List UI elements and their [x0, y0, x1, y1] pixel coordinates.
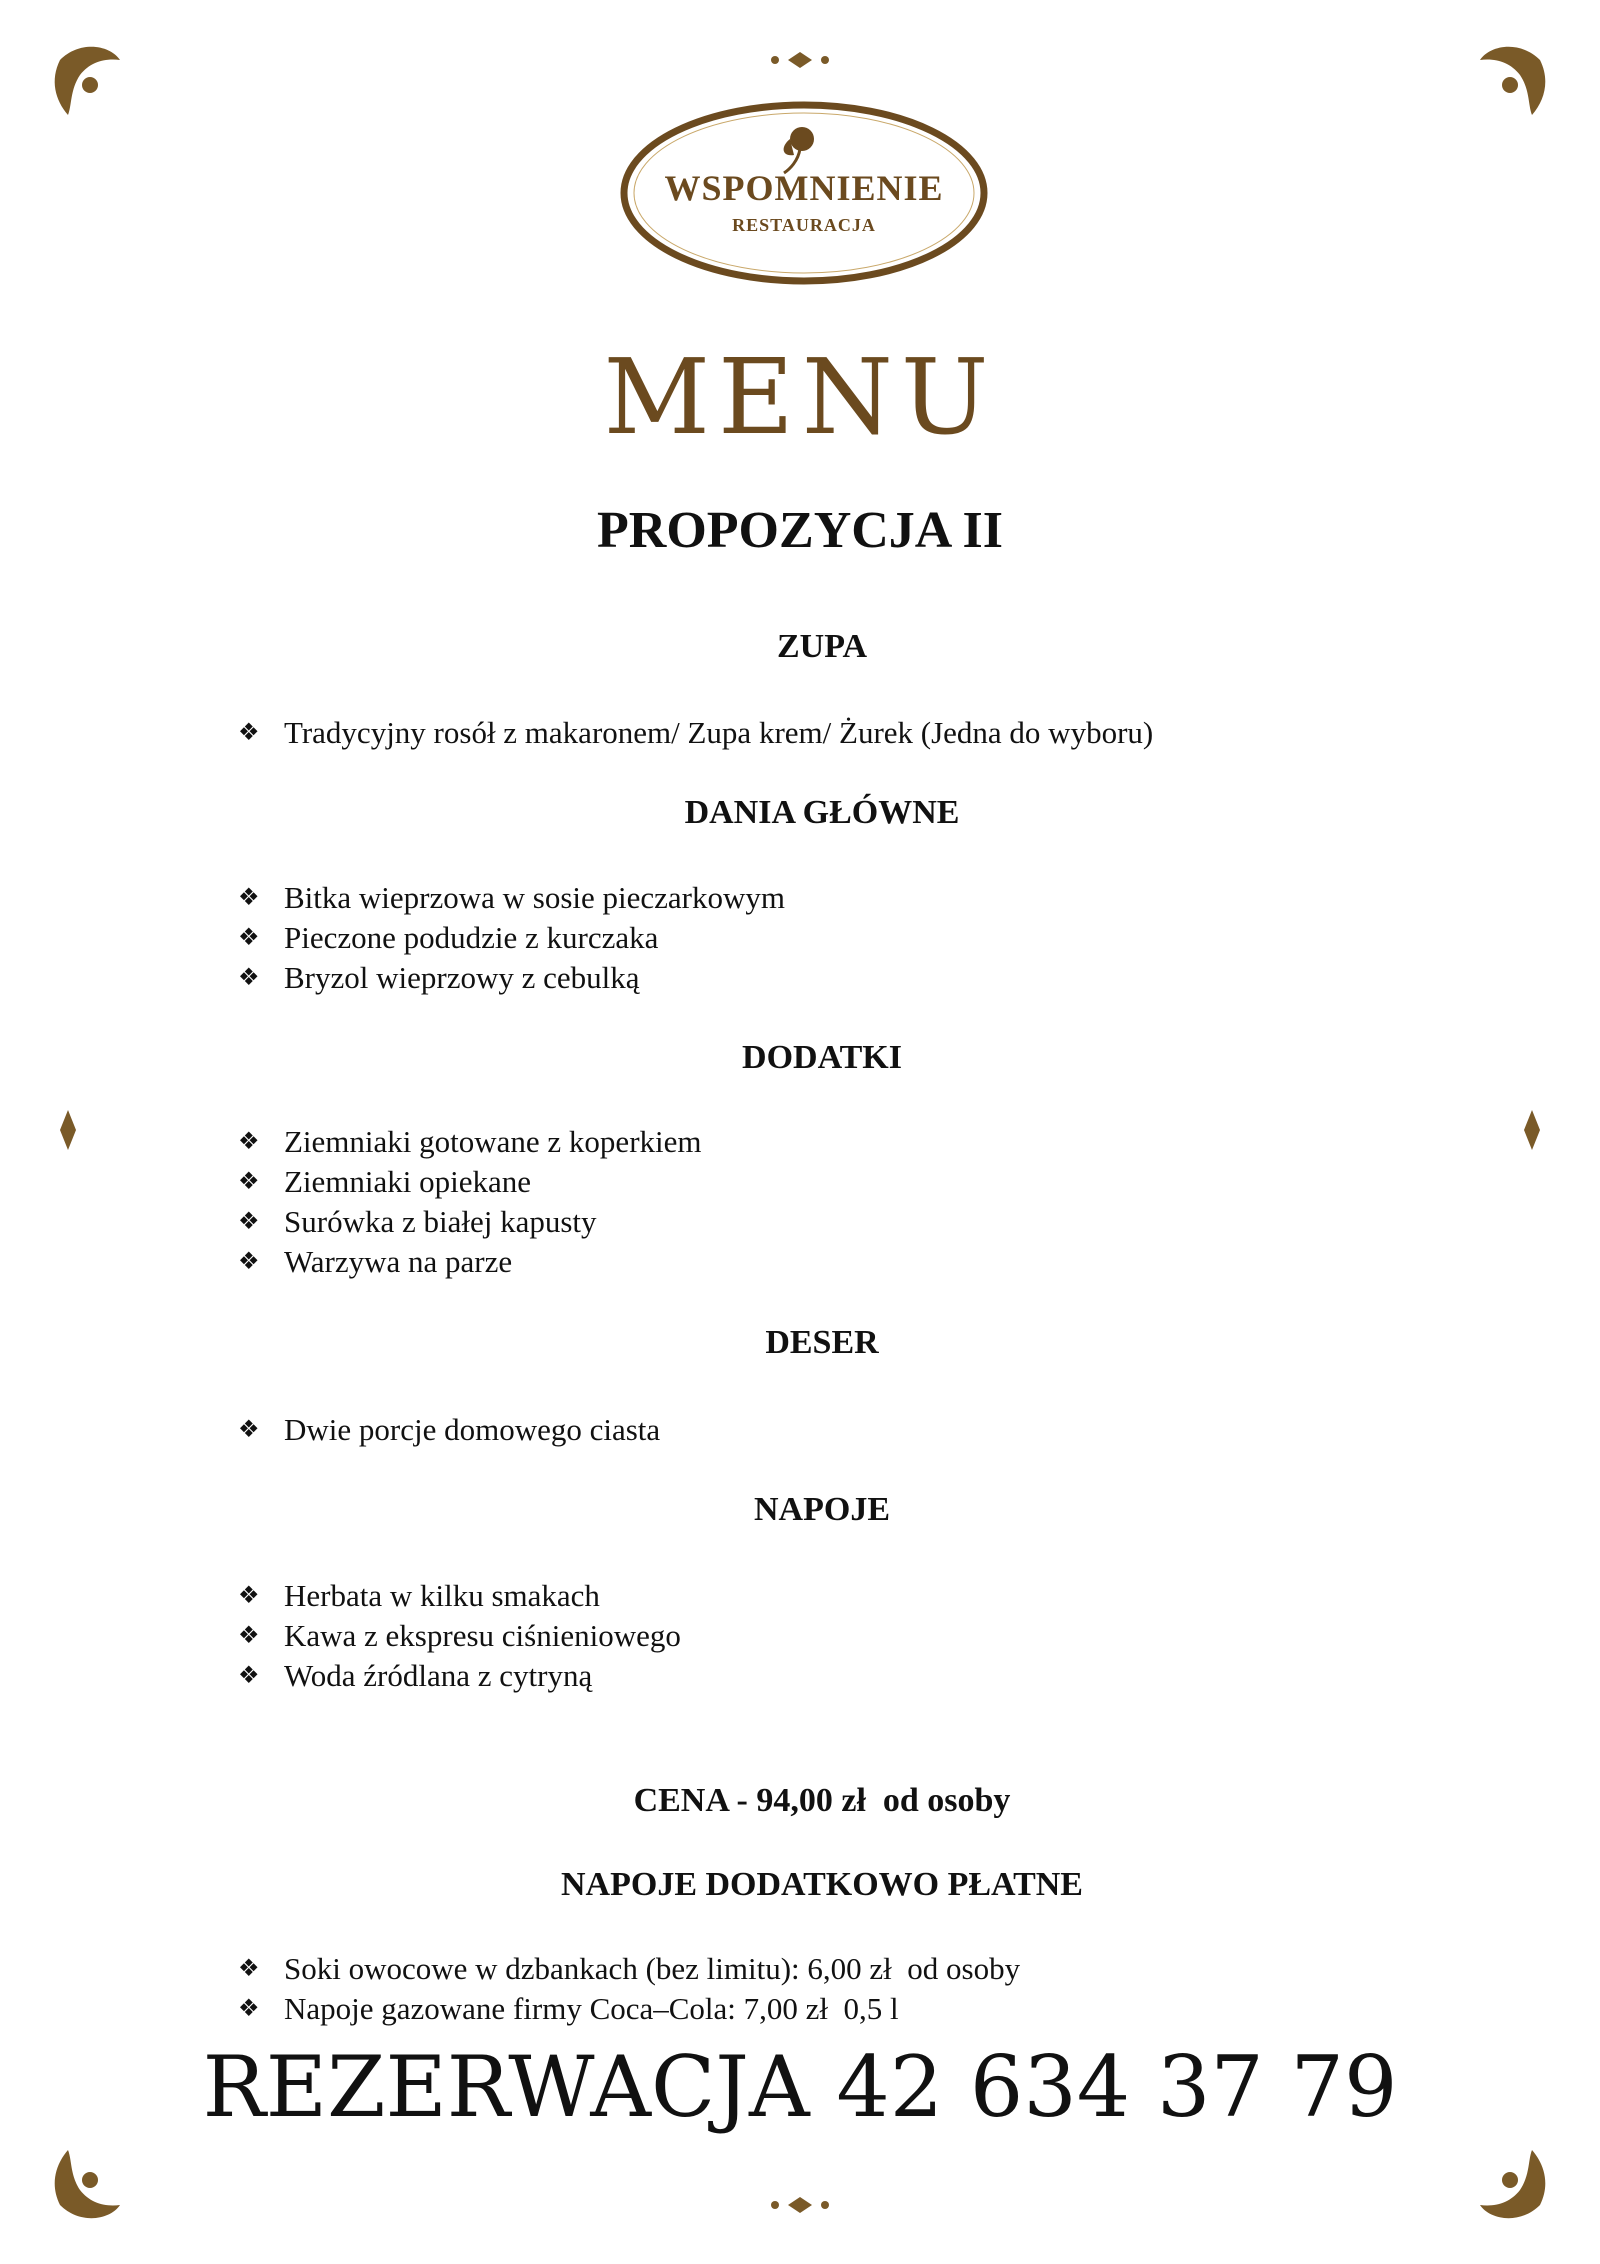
bullet-icon: ❖	[238, 1169, 260, 1195]
restaurant-logo	[612, 95, 996, 295]
bullet-icon: ❖	[238, 1623, 260, 1649]
section-title-napoje: NAPOJE	[754, 1491, 890, 1528]
bullet-icon: ❖	[238, 1583, 260, 1609]
section-list-napoje	[238, 1576, 1438, 1696]
bullet-icon: ❖	[238, 885, 260, 911]
bullet-icon: ❖	[238, 720, 260, 746]
proposal-title: PROPOZYCJA II	[597, 502, 1003, 559]
section-list-zupa	[238, 713, 1438, 753]
corner-ornament-br	[1480, 2150, 1545, 2218]
section-title-dania-glowne: DANIA GŁÓWNE	[684, 794, 960, 831]
bullet-icon: ❖	[238, 1417, 260, 1443]
list-item: ❖ Surówka z białej kapusty	[238, 1202, 1438, 1242]
bullet-icon: ❖	[238, 1209, 260, 1235]
list-item: ❖ Soki owocowe w dzbankach (bez limitu): 6,00 zł od osoby	[238, 1949, 1438, 1989]
bullet-icon: ❖	[238, 1129, 260, 1155]
section-title-zupa: ZUPA	[776, 628, 868, 665]
list-item: ❖ Bitka wieprzowa w sosie pieczarkowym	[238, 878, 1438, 918]
bullet-icon: ❖	[238, 925, 260, 951]
list-item: ❖ Kawa z ekspresu ciśnieniowego	[238, 1616, 1438, 1656]
corner-ornament-tr	[1480, 47, 1545, 115]
section-title-deser: DESER	[765, 1324, 879, 1361]
section-list-extra-drinks	[238, 1949, 1438, 2029]
list-item: ❖ Dwie porcje domowego ciasta	[238, 1410, 1438, 1450]
section-title-extra-drinks: NAPOJE DODATKOWO PŁATNE	[561, 1866, 1083, 1903]
bullet-icon: ❖	[238, 1956, 260, 1982]
logo-name: WSPOMNIENIE	[664, 168, 944, 208]
corner-ornament-tl	[55, 47, 120, 115]
section-list-dodatki	[238, 1122, 1438, 1282]
list-item: ❖ Bryzol wieprzowy z cebulką	[238, 958, 1438, 998]
list-item: ❖ Ziemniaki gotowane z koperkiem	[238, 1122, 1438, 1162]
list-item: ❖ Herbata w kilku smakach	[238, 1576, 1438, 1616]
section-list-deser	[238, 1410, 1438, 1450]
list-item: ❖ Napoje gazowane firmy Coca–Cola: 7,00 zł 0,5 l	[238, 1989, 1438, 2029]
bullet-icon: ❖	[238, 965, 260, 991]
bullet-icon: ❖	[238, 1249, 260, 1275]
section-title-dodatki: DODATKI	[742, 1039, 902, 1076]
page-title: MENU	[603, 336, 997, 458]
list-item: ❖ Tradycyjny rosół z makaronem/ Zupa krem/ Żurek (Jedna do wyboru)	[238, 713, 1438, 753]
bullet-icon: ❖	[238, 1663, 260, 1689]
logo-subtitle: RESTAURACJA	[732, 215, 876, 235]
list-item: ❖ Ziemniaki opiekane	[238, 1162, 1438, 1202]
list-item: ❖ Pieczone podudzie z kurczaka	[238, 918, 1438, 958]
reservation-phone: REZERWACJA 42 634 37 79	[202, 2038, 1398, 2136]
corner-ornament-bl	[55, 2150, 120, 2218]
list-item: ❖ Warzywa na parze	[238, 1242, 1438, 1282]
bullet-icon: ❖	[238, 1996, 260, 2022]
list-item: ❖ Woda źródlana z cytryną	[238, 1656, 1438, 1696]
section-list-dania-glowne	[238, 878, 1438, 998]
price-label: CENA - 94,00 zł od osoby	[633, 1782, 1011, 1819]
